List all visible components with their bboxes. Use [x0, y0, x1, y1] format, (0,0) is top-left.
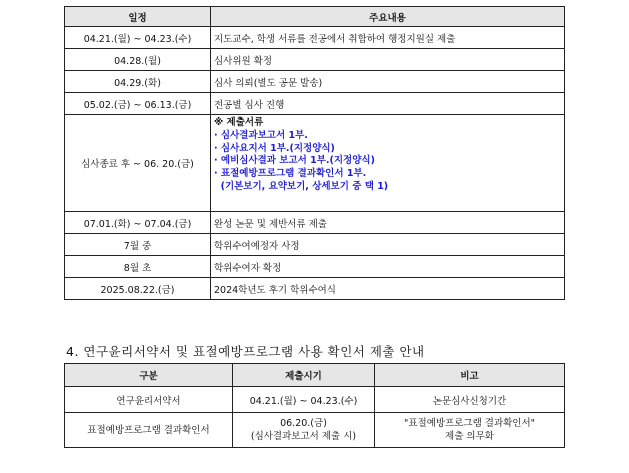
table-row — [65, 234, 565, 256]
schedule-date: 04.29.(화) — [65, 71, 211, 93]
schedule-date: 7월 중 — [65, 234, 211, 256]
table-row — [65, 212, 565, 234]
submission-doc-item: · 심사결과보고서 1부. — [214, 129, 308, 141]
submission-note-line: 논문심사신청기간 — [432, 395, 507, 407]
submission-header-row — [65, 364, 565, 387]
schedule-content: 심사 의뢰(별도 공문 발송) — [211, 71, 565, 93]
schedule-content: 학위수여자 확정 — [211, 256, 565, 278]
submission-period — [233, 387, 375, 413]
submission-doc-item: · 표절예방프로그램 결과확인서 1부. — [214, 168, 367, 180]
schedule-header-date: 일정 — [65, 7, 211, 27]
schedule-date: 04.28.(월) — [65, 49, 211, 71]
submission-category: 표절예방프로그램 결과확인서 — [65, 413, 233, 448]
submission-table — [64, 363, 565, 448]
submission-doc-item: · 예비심사결과 보고서 1부.(지정양식) — [214, 155, 375, 167]
schedule-date: 07.01.(화) ~ 07.04.(금) — [65, 212, 211, 234]
schedule-date: 2025.08.22.(금) — [65, 278, 211, 300]
schedule-content: 완성 논문 및 제반서류 제출 — [211, 212, 565, 234]
submission-period-line: 04.21.(월) ~ 04.23.(수) — [249, 395, 358, 407]
table-row — [65, 71, 565, 93]
submission-docs-list — [211, 115, 565, 212]
schedule-table — [64, 6, 565, 300]
submission-header-period: 제출시기 — [233, 364, 375, 387]
schedule-content: 전공별 심사 진행 — [211, 93, 565, 115]
table-row — [65, 93, 565, 115]
submission-doc-item: (기본보기, 요약보기, 상세보기 중 택 1) — [214, 180, 389, 192]
table-row — [65, 413, 565, 448]
submission-period-line: (심사결과보고서 제출 시) — [250, 431, 357, 442]
table-row-submission-docs — [65, 115, 565, 212]
schedule-date: 8월 초 — [65, 256, 211, 278]
submission-period — [233, 413, 375, 448]
submission-period-line: 06.20.(금) — [280, 418, 327, 429]
table-row — [65, 49, 565, 71]
table-row — [65, 387, 565, 413]
section-heading: 4. 연구윤리서약서 및 표절예방프로그램 사용 확인서 제출 안내 — [66, 344, 425, 359]
submission-doc-item: · 심사요지서 1부.(지정양식) — [214, 142, 335, 154]
schedule-date: 심사종료 후 ~ 06. 20.(금) — [65, 115, 211, 212]
schedule-date: 05.02.(금) ~ 06.13.(금) — [65, 93, 211, 115]
submission-docs-heading: ※ 제출서류 — [214, 117, 264, 128]
schedule-content: 지도교수, 학생 서류를 전공에서 취합하여 행정지원실 제출 — [211, 27, 565, 49]
table-row — [65, 256, 565, 278]
submission-header-category: 구분 — [65, 364, 233, 387]
submission-header-note: 비고 — [375, 364, 565, 387]
schedule-content: 심사위원 확정 — [211, 49, 565, 71]
schedule-content: 학위수여예정자 사정 — [211, 234, 565, 256]
table-row — [65, 278, 565, 300]
submission-note — [375, 413, 565, 448]
schedule-header-row — [65, 7, 565, 27]
submission-category: 연구윤리서약서 — [65, 387, 233, 413]
submission-note — [375, 387, 565, 413]
table-row — [65, 27, 565, 49]
submission-note-line: 제출 의무화 — [445, 431, 494, 442]
schedule-header-content: 주요내용 — [211, 7, 565, 27]
schedule-content: 2024학년도 후기 학위수여식 — [211, 278, 565, 300]
submission-note-line: "표절예방프로그램 결과확인서" — [403, 418, 536, 429]
schedule-date: 04.21.(월) ~ 04.23.(수) — [65, 27, 211, 49]
